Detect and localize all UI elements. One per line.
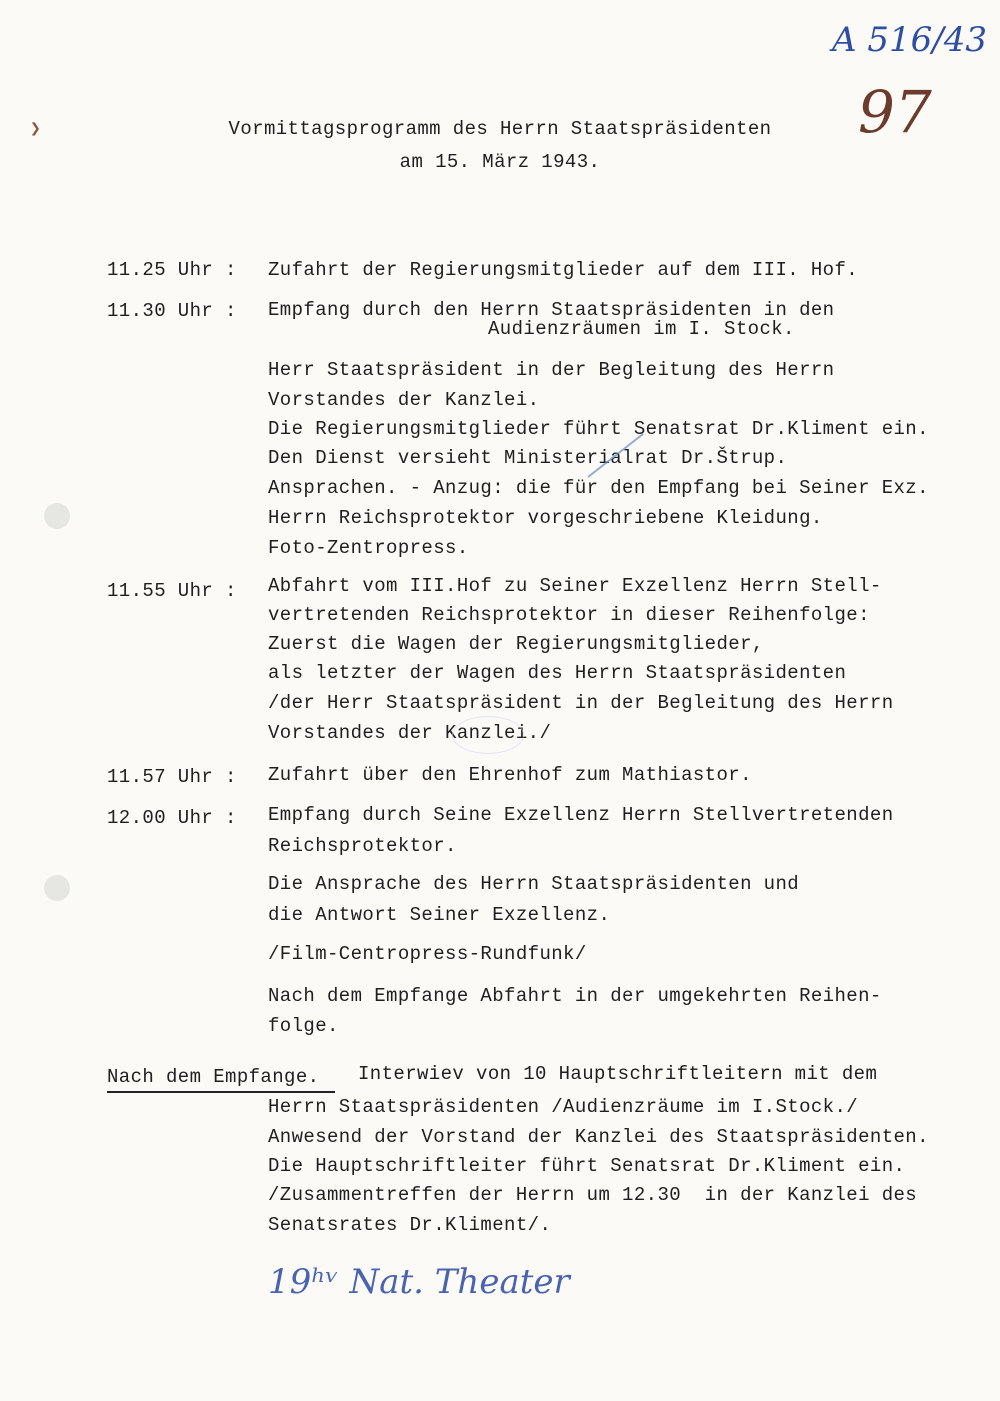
entry-line: die Antwort Seiner Exzellenz. xyxy=(268,904,611,926)
entry-line: Reichsprotektor. xyxy=(268,835,457,857)
entry-line: Anwesend der Vorstand der Kanzlei des Staatspräsidenten. xyxy=(268,1126,929,1148)
entry-line: Nach dem Empfange Abfahrt in der umgekehrten Reihen- xyxy=(268,985,882,1007)
entry-line: Die Hauptschriftleiter führt Senatsrat Dr.Kliment ein. xyxy=(268,1155,906,1177)
entry-line: /der Herr Staatspräsident in der Begleitung des Herrn xyxy=(268,692,894,714)
entry-line: Die Ansprache des Herrn Staatspräsidenten und xyxy=(268,873,800,895)
entry-time: 12.00 Uhr : xyxy=(107,807,237,829)
entry-line: Den Dienst versieht Ministerialrat Dr.Štrup. xyxy=(268,447,788,469)
document-date: am 15. März 1943. xyxy=(399,151,601,173)
entry-line: als letzter der Wagen des Herrn Staatspräsidenten xyxy=(268,662,847,684)
entry-line: Zufahrt der Regierungsmitglieder auf dem III. Hof. xyxy=(268,259,859,281)
entry-time: 11.30 Uhr : xyxy=(107,300,237,322)
entry-line: Die Regierungsmitglieder führt Senatsrat Dr.Kliment ein. xyxy=(268,418,929,440)
punch-hole xyxy=(44,875,70,901)
entry-line: /Film-Centropress-Rundfunk/ xyxy=(268,943,587,965)
faded-stamp xyxy=(452,716,524,754)
entry-line: Senatsrates Dr.Kliment/. xyxy=(268,1214,552,1236)
entry-line: Zuerst die Wagen der Regierungsmitglieder, xyxy=(268,633,764,655)
entry-line: Abfahrt vom III.Hof zu Seiner Exzellenz Herrn Stell- xyxy=(268,575,882,597)
entry-line: folge. xyxy=(268,1015,339,1037)
folio-annotation: 97 xyxy=(858,78,932,146)
document-title: Vormittagsprogramm des Herrn Staatspräsidenten xyxy=(228,118,772,140)
entry-time: 11.25 Uhr : xyxy=(107,259,237,281)
margin-mark: ❯ xyxy=(30,120,41,140)
entry-time: 11.57 Uhr : xyxy=(107,766,237,788)
archive-number-annotation: A 516/43 xyxy=(832,20,987,60)
entry-time: 11.55 Uhr : xyxy=(107,580,237,602)
punch-hole xyxy=(44,503,70,529)
handwritten-note: 19ʰᵛ Nat. Theater xyxy=(268,1262,570,1302)
entry-line: Zufahrt über den Ehrenhof zum Mathiastor. xyxy=(268,764,752,786)
entry-line: Foto-Zentropress. xyxy=(268,537,469,559)
entry-line: Vorstandes der Kanzlei./ xyxy=(268,722,552,744)
entry-line: Audienzräumen im I. Stock. xyxy=(488,318,795,340)
entry-line: vertretenden Reichsprotektor in dieser Reihenfolge: xyxy=(268,604,870,626)
entry-line: Empfang durch Seine Exzellenz Herrn Stellvertretenden xyxy=(268,804,894,826)
entry-line: Herr Staatspräsident in der Begleitung des Herrn xyxy=(268,359,835,381)
entry-line: Herrn Staatspräsidenten /Audienzräume im I.Stock./ xyxy=(268,1096,859,1118)
heading-underline xyxy=(107,1091,335,1093)
entry-line: Herrn Reichsprotektor vorgeschriebene Kleidung. xyxy=(268,507,823,529)
entry-line: Ansprachen. - Anzug: die für den Empfang bei Seiner Exz. xyxy=(268,477,929,499)
section-heading: Nach dem Empfange. xyxy=(107,1066,320,1088)
entry-line: /Zusammentreffen der Herrn um 12.30 in der Kanzlei des xyxy=(268,1184,918,1206)
entry-line: Vorstandes der Kanzlei. xyxy=(268,389,540,411)
entry-line: Interwiev von 10 Hauptschriftleitern mit dem xyxy=(358,1063,878,1085)
entry-line: Empfang durch den Herrn Staatspräsidenten in den xyxy=(268,299,835,321)
